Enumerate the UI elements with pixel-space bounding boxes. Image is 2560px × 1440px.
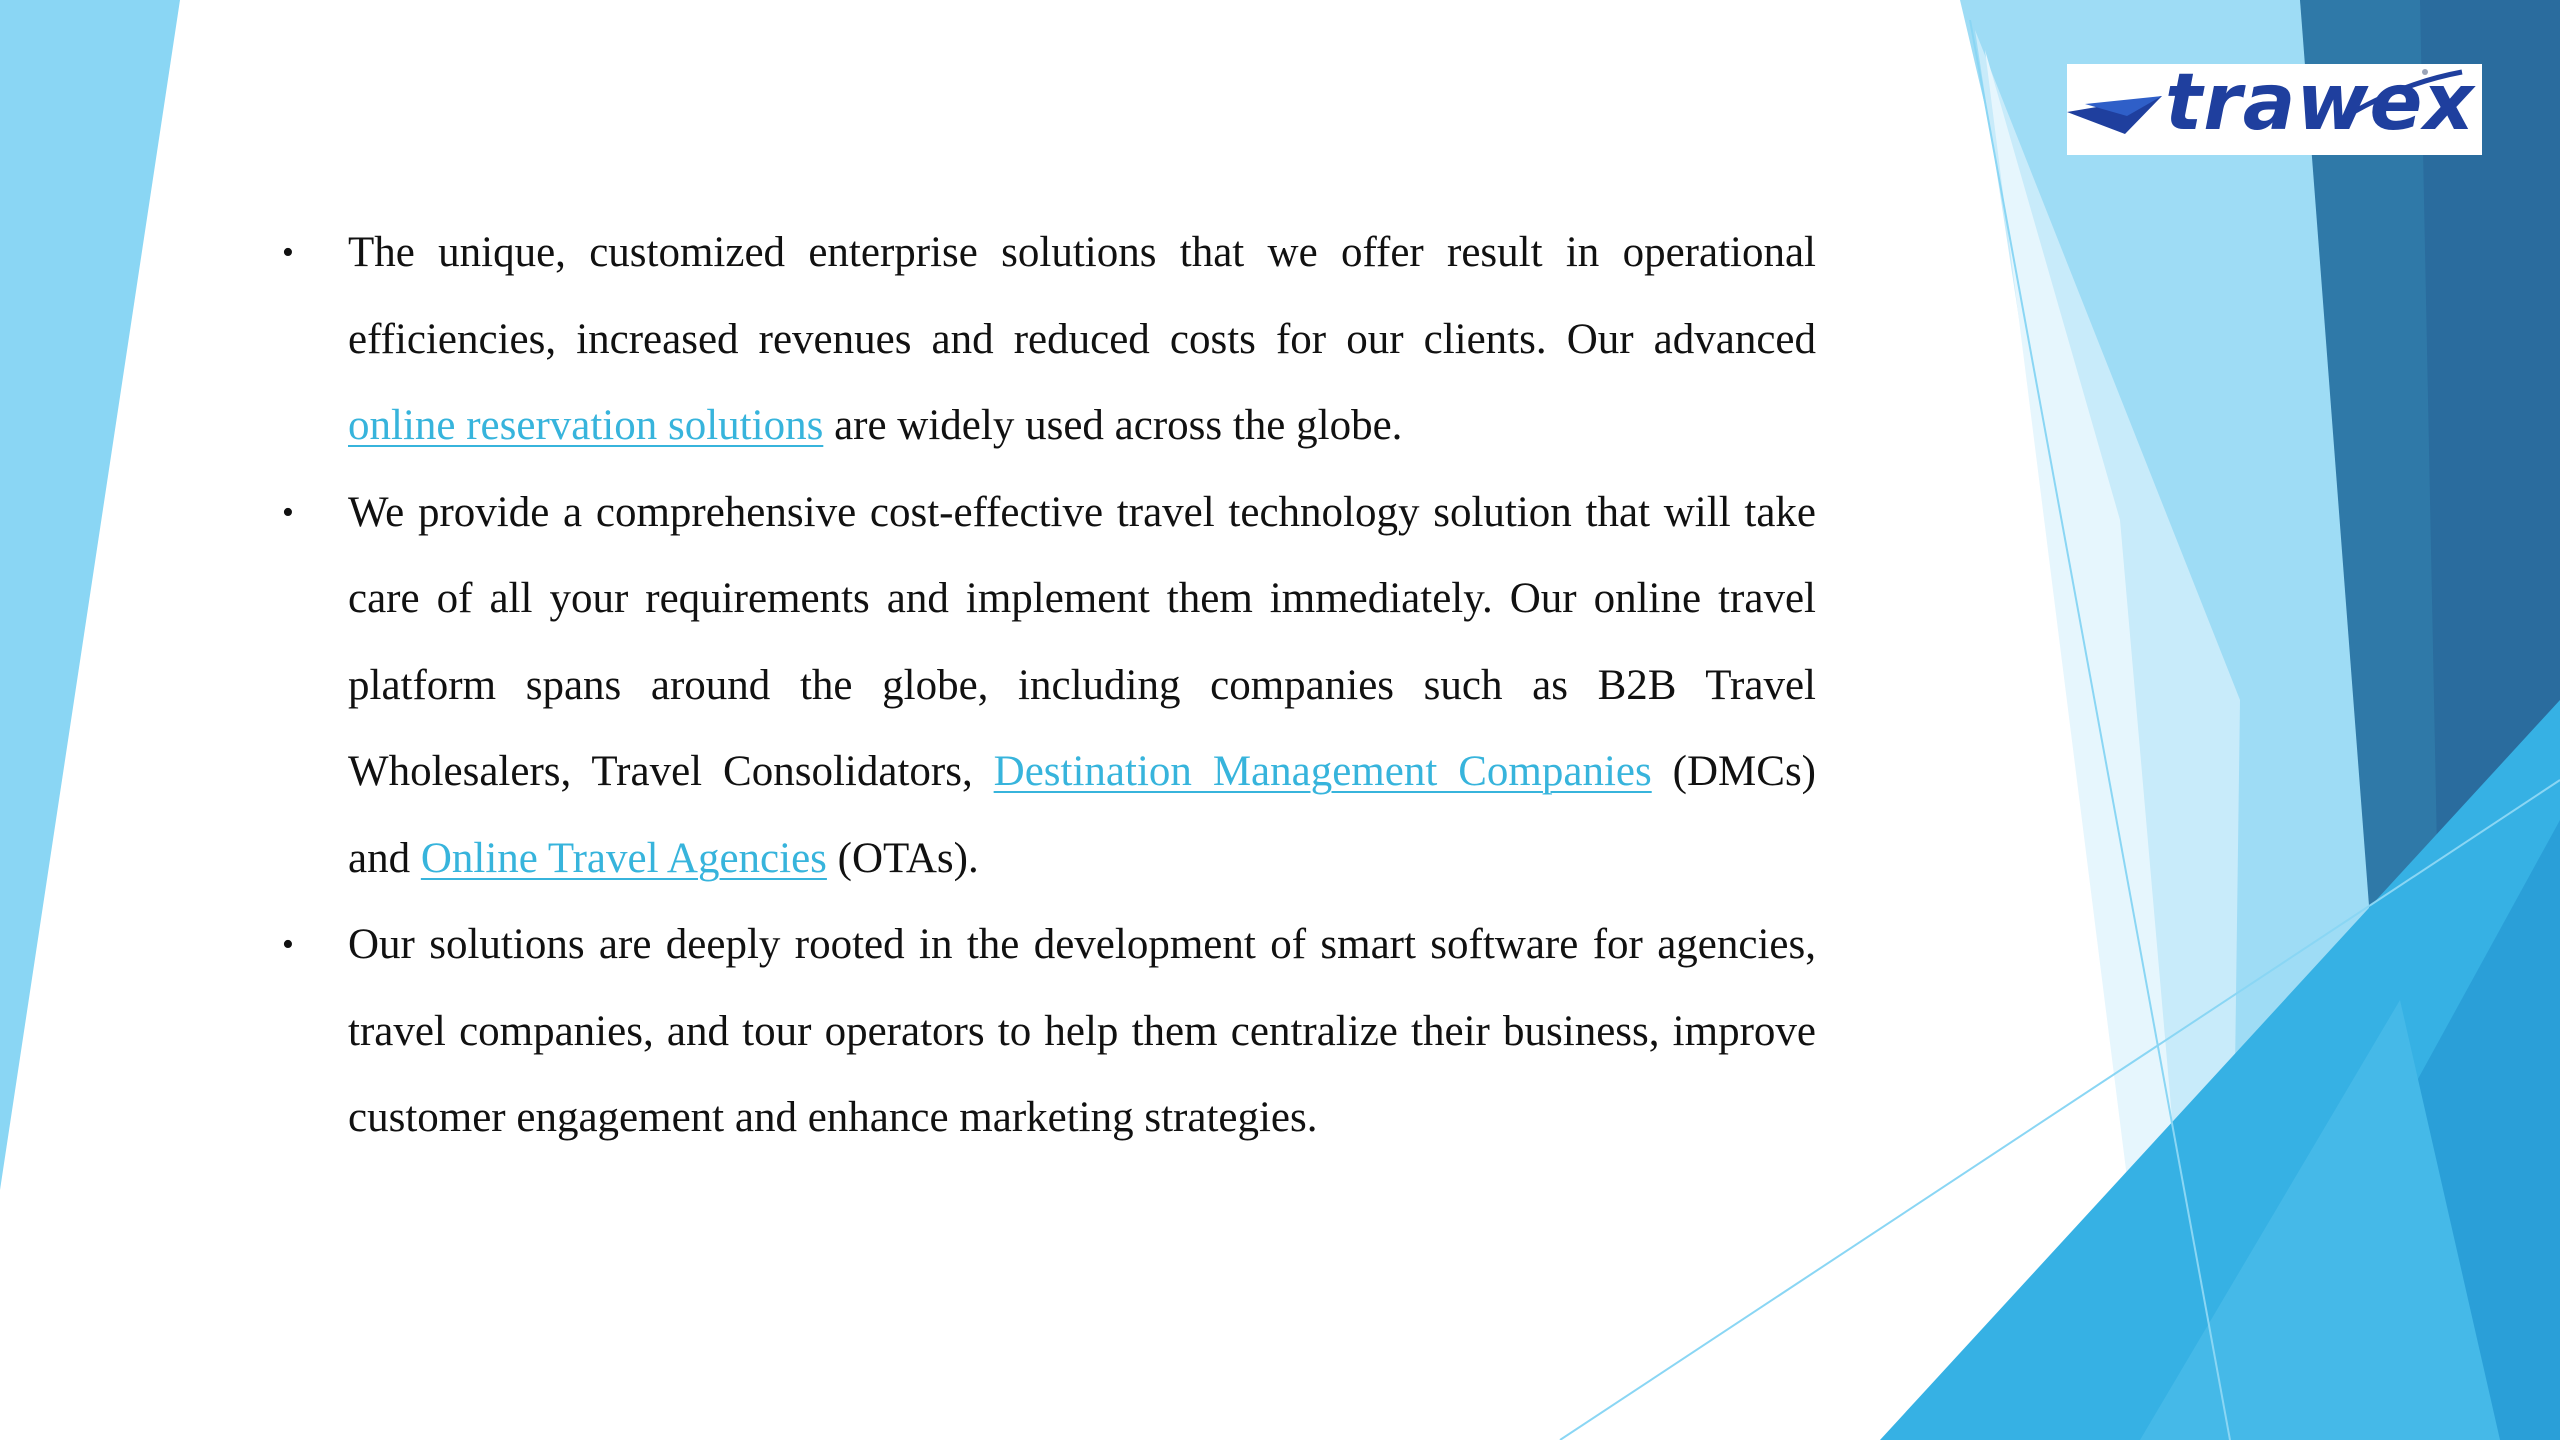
logo-text: trawex [2165, 58, 2475, 148]
bullet-icon: • [282, 926, 294, 963]
bullet-icon: • [282, 234, 294, 271]
link-online-travel-agencies[interactable]: Online Travel Agencies [420, 834, 827, 882]
bullet-list [282, 210, 1816, 1162]
bullet-item-1 [282, 210, 1816, 470]
content-area [282, 210, 1816, 1162]
bullet-2-text-before: We provide a comprehensive cost-effective travel technology solution that will take care of all your requirements and implement them immediately. Our online travel platform spans around the globe, including companies such as B2B Travel Wholesalers, Travel Consolidators, [348, 488, 1816, 795]
bullet-item-3 [282, 902, 1816, 1162]
bullet-2-text-after: (OTAs). [826, 834, 979, 882]
bullet-3-text: Our solutions are deeply rooted in the development of smart software for agencies, travel companies, and tour operators to help them centralize their business, improve customer engagement and enhance marketing strategies. [348, 921, 1816, 1141]
left-accent-shape [0, 0, 180, 1190]
bullet-1-text-before: The unique, customized enterprise solutions that we offer result in operational efficiencies, increased revenues and reduced costs for our clients. Our advanced [348, 229, 1816, 363]
bullet-1-text-after: are widely used across the globe. [823, 402, 1403, 449]
link-destination-management-companies[interactable]: Destination Management Companies [993, 748, 1652, 795]
bullet-2-text-middle: (DMCs) and [348, 748, 1816, 882]
trawex-logo [2067, 58, 2482, 155]
bullet-item-2 [282, 470, 1816, 903]
bullet-icon: • [282, 493, 294, 531]
link-online-reservation-solutions[interactable]: online reservation solutions [348, 402, 824, 449]
